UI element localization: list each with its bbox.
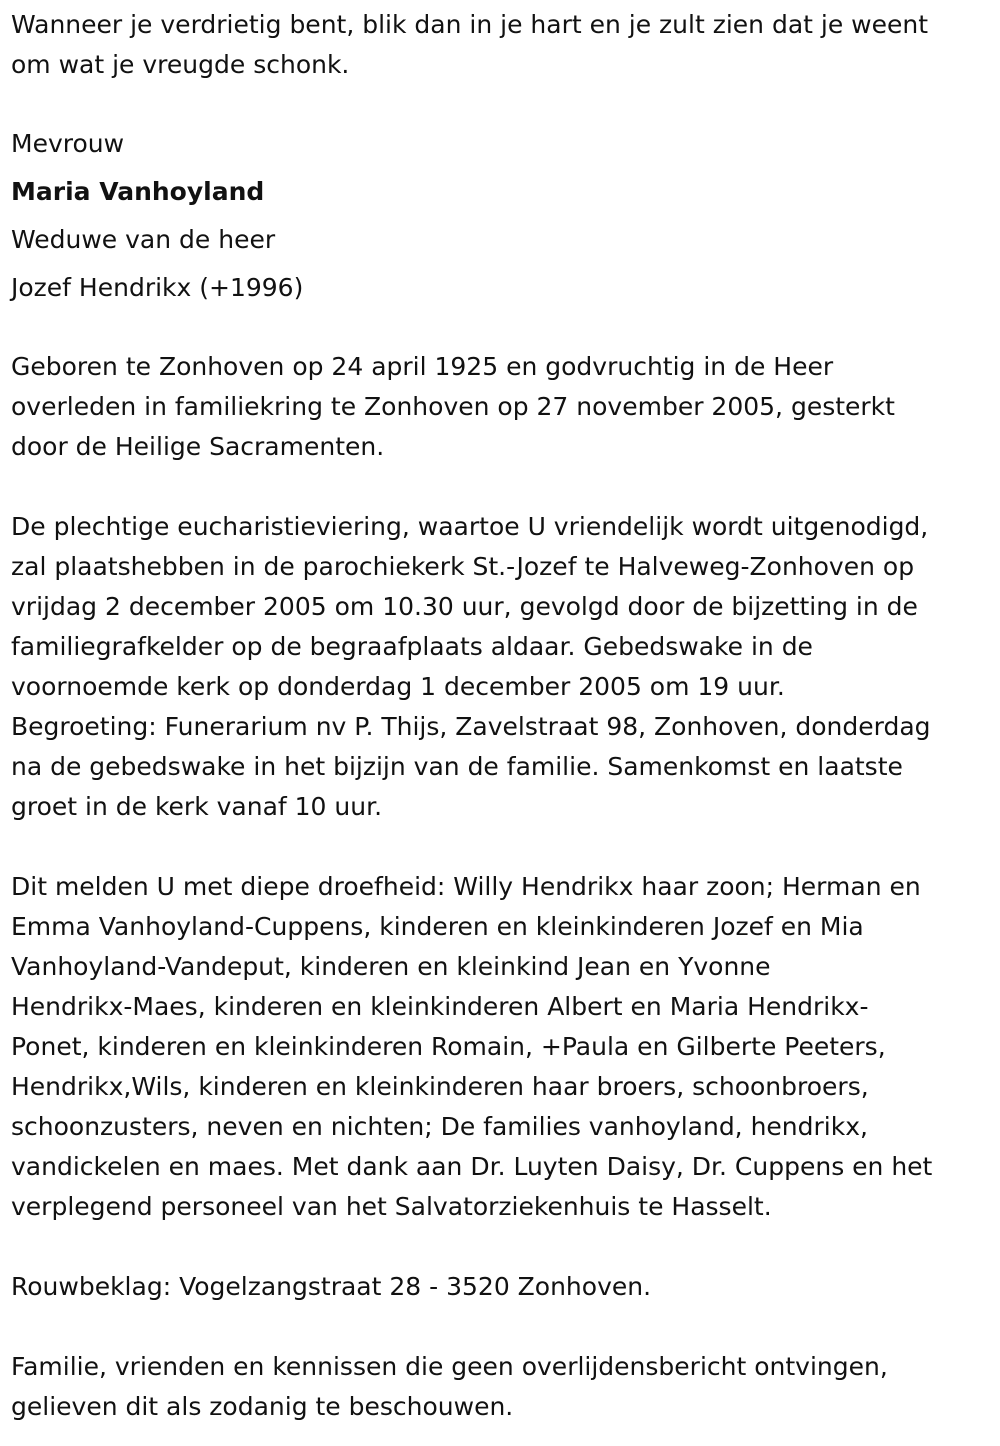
quote-line: Wanneer je verdrietig bent, blik dan in je hart en je zult zien dat je weent: [11, 10, 929, 39]
paragraph-line: Dit melden U met diepe droefheid: Willy Hendrikx haar zoon; Herman en: [11, 872, 921, 901]
ceremony-paragraph: [11, 507, 996, 827]
paragraph-line: voornoemde kerk op donderdag 1 december 2005 om 19 uur.: [11, 672, 785, 701]
obituary-document: [11, 5, 996, 1427]
paragraph-line: Hendrikx-Maes, kinderen en kleinkinderen Albert en Maria Hendrikx-: [11, 992, 869, 1021]
paragraph-line: vandickelen en maes. Met dank aan Dr. Luyten Daisy, Dr. Cuppens en het: [11, 1152, 933, 1181]
paragraph-line: Ponet, kinderen en kleinkinderen Romain, +Paula en Gilberte Peeters,: [11, 1032, 886, 1061]
spouse-line: Jozef Hendrikx (+1996): [11, 273, 304, 302]
paragraph-line: Emma Vanhoyland-Cuppens, kinderen en kleinkinderen Jozef en Mia: [11, 912, 864, 941]
paragraph-line: verplegend personeel van het Salvatorziekenhuis te Hasselt.: [11, 1192, 772, 1221]
paragraph-line: overleden in familiekring te Zonhoven op 27 november 2005, gesterkt: [11, 392, 895, 421]
paragraph-line: Vanhoyland-Vandeput, kinderen en kleinkind Jean en Yvonne: [11, 952, 771, 981]
paragraph-line: schoonzusters, neven en nichten; De families vanhoyland, hendrikx,: [11, 1112, 868, 1141]
paragraph-line: zal plaatshebben in de parochiekerk St.-Jozef te Halveweg-Zonhoven op: [11, 552, 915, 581]
deceased-block: [11, 120, 996, 312]
quote-paragraph: [11, 5, 996, 85]
paragraph-line: Familie, vrienden en kennissen die geen overlijdensbericht ontvingen,: [11, 1352, 888, 1381]
paragraph-line: na de gebedswake in het bijzijn van de familie. Samenkomst en laatste: [11, 752, 903, 781]
quote-line: om wat je vreugde schonk.: [11, 50, 350, 79]
paragraph-line: familiegrafkelder op de begraafplaats aldaar. Gebedswake in de: [11, 632, 813, 661]
paragraph-line: Geboren te Zonhoven op 24 april 1925 en godvruchtig in de Heer: [11, 352, 834, 381]
birth-death-paragraph: [11, 347, 996, 467]
paragraph-line: De plechtige eucharistieviering, waartoe U vriendelijk wordt uitgenodigd,: [11, 512, 929, 541]
paragraph-line: gelieven dit als zodanig te beschouwen.: [11, 1392, 514, 1421]
paragraph-line: Hendrikx,Wils, kinderen en kleinkinderen haar broers, schoonbroers,: [11, 1072, 869, 1101]
closing-paragraph: [11, 1347, 996, 1427]
salutation: Mevrouw: [11, 129, 125, 158]
paragraph-line: vrijdag 2 december 2005 om 10.30 uur, gevolgd door de bijzetting in de: [11, 592, 918, 621]
relation-line: Weduwe van de heer: [11, 225, 276, 254]
paragraph-line: Begroeting: Funerarium nv P. Thijs, Zavelstraat 98, Zonhoven, donderdag: [11, 712, 931, 741]
paragraph-line: groet in de kerk vanaf 10 uur.: [11, 792, 383, 821]
deceased-name: Maria Vanhoyland: [11, 177, 265, 206]
paragraph-line: door de Heilige Sacramenten.: [11, 432, 385, 461]
condolence-paragraph: [11, 1267, 996, 1307]
condolence-address: Rouwbeklag: Vogelzangstraat 28 - 3520 Zonhoven.: [11, 1272, 652, 1301]
family-paragraph: [11, 867, 996, 1227]
